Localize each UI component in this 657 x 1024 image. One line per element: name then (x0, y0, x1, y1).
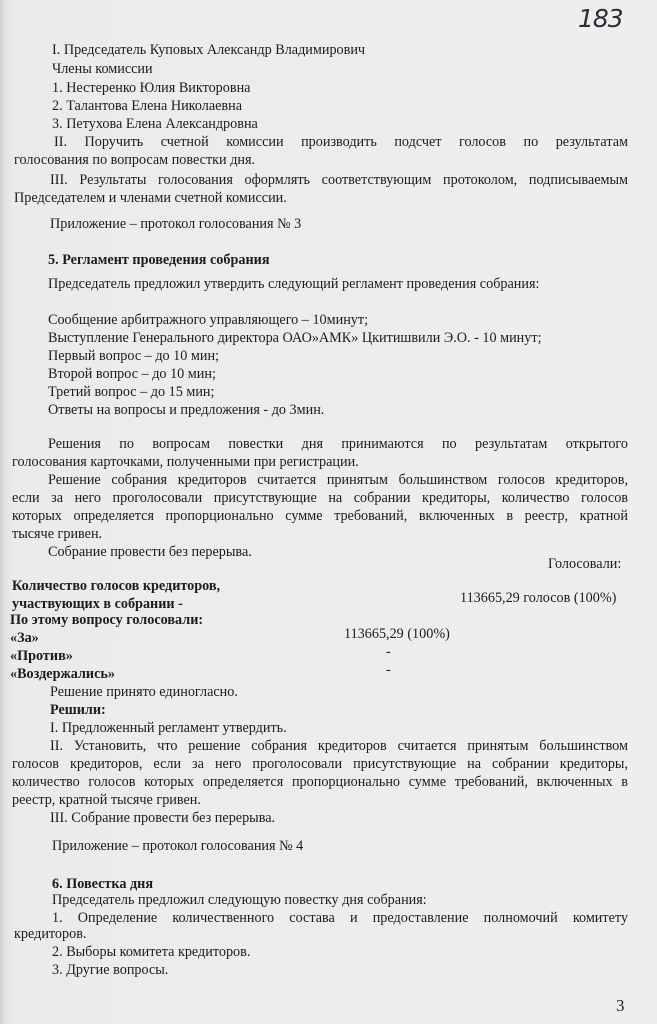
majority-para-line: Решение собрания кредиторов считается принятым большинством голосов кредиторов, (48, 472, 628, 488)
vote-abstain-value: - (386, 662, 391, 678)
appendix-protocol-4: Приложение – протокол голосования № 4 (52, 838, 304, 854)
resolution-2-line: количество голосов которых определяется пропорционально сумме требований, включенных в (12, 774, 628, 790)
vote-for-label: «За» (10, 630, 39, 646)
agenda-item-2: 2. Выборы комитета кредиторов. (52, 944, 251, 960)
schedule-item: Ответы на вопросы и предложения - до 3мин. (48, 402, 325, 418)
votes-count-value: 113665,29 голосов (100%) (460, 590, 617, 606)
commission-member: 1. Нестеренко Юлия Викторовна (52, 80, 251, 96)
commission-item2-line1: II. Поручить счетной комиссии производить подсчет голосов по результатам (54, 134, 628, 150)
schedule-item: Выступление Генерального директора ОАО»АМК» Цкитишвили Э.О. - 10 минут; (48, 330, 542, 346)
commission-member: 2. Талантова Елена Николаевна (52, 98, 243, 114)
agenda-item-1-line1: 1. Определение количественного состава и предоставление полномочий комитету (52, 910, 628, 926)
section5-heading: 5. Регламент проведения собрания (48, 252, 270, 268)
vote-for-value: 113665,29 (100%) (344, 626, 450, 642)
handwritten-page-number: 183 (578, 4, 623, 33)
schedule-item: Третий вопрос – до 15 мин; (48, 384, 215, 400)
agenda-item-1-line2: кредиторов. (14, 926, 87, 942)
unanimous-note: Решение принято единогласно. (50, 684, 238, 700)
decisions-para-line1: Решения по вопросам повестки дня принимаются по результатам открытого (48, 436, 628, 452)
votes-count-label-line1: Количество голосов кредиторов, (12, 578, 221, 594)
resolution-2-line: голосов кредиторов, если за него проголосовали присутствующие на собрании кредиторы, (12, 756, 628, 772)
schedule-item: Первый вопрос – до 10 мин; (48, 348, 220, 364)
decisions-para-line2: голосования карточками, полученными при регистрации. (12, 454, 359, 470)
section6-intro: Председатель предложил следующую повестку дня собрания: (52, 892, 427, 908)
commission-members-label: Члены комиссии (52, 61, 153, 77)
schedule-item: Второй вопрос – до 10 мин; (48, 366, 216, 382)
page-number: 3 (616, 996, 625, 1015)
vote-against-value: - (386, 644, 391, 660)
by-question-label: По этому вопросу голосовали: (10, 612, 204, 628)
vote-abstain-label: «Воздержались» (10, 666, 115, 682)
majority-para-line: которых определяется пропорционально сумме требований, включенных в реестр, кратной (12, 508, 628, 524)
resolved-label: Решили: (50, 702, 106, 718)
voted-label: Голосовали: (548, 556, 622, 572)
majority-para-line: если за него проголосовали присутствующие на собрании кредиторы, количество голосов (12, 490, 628, 506)
commission-item3-line2: Председателем и членами счетной комиссии. (14, 190, 287, 206)
resolution-3: III. Собрание провести без перерыва. (50, 810, 276, 826)
commission-item2-line2: голосования по вопросам повестки дня. (14, 152, 256, 168)
commission-member: 3. Петухова Елена Александровна (52, 116, 258, 132)
commission-item3-line1: III. Результаты голосования оформлять соответствующим протоколом, подписываемым (50, 172, 628, 188)
no-break-note: Собрание провести без перерыва. (48, 544, 252, 560)
majority-para-line: тысяче гривен. (12, 526, 103, 542)
votes-count-label-line2: участвующих в собрании - (12, 596, 183, 612)
section6-heading: 6. Повестка дня (52, 876, 153, 892)
vote-against-label: «Против» (10, 648, 73, 664)
resolution-2-line: реестр, кратной тысяче гривен. (12, 792, 201, 808)
schedule-item: Сообщение арбитражного управляющего – 10минут; (48, 312, 369, 328)
section5-intro: Председатель предложил утвердить следующий регламент проведения собрания: (48, 276, 540, 292)
commission-chair: I. Председатель Куповых Александр Владимирович (52, 42, 366, 58)
resolution-1: I. Предложенный регламент утвердить. (50, 720, 287, 736)
appendix-protocol-3: Приложение – протокол голосования № 3 (50, 216, 302, 232)
agenda-item-3: 3. Другие вопросы. (52, 962, 169, 978)
resolution-2-line: II. Установить, что решение собрания кредиторов считается принятым большинством (50, 738, 628, 754)
